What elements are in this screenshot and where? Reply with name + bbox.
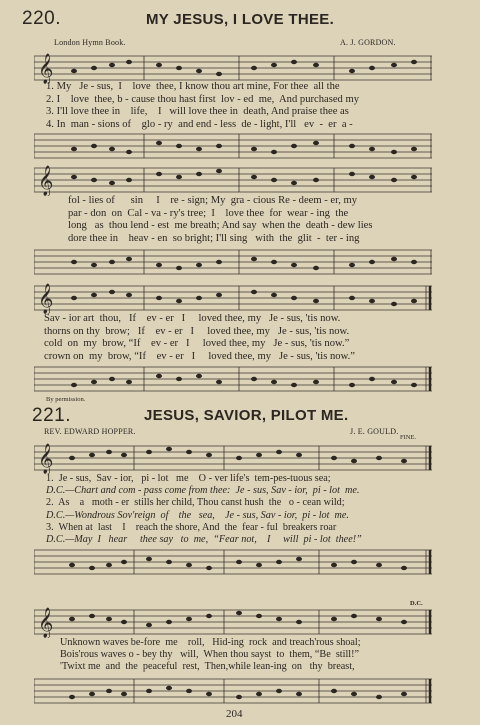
lyric-line: 3. When at last I reach the shore, And the fear - ful breakers roar — [46, 521, 337, 533]
hymn-221-author: REV. EDWARD HOPPER. — [44, 427, 136, 436]
staff-lines — [34, 546, 432, 576]
lyric-line: 4. In man - sions of glo - ry and end - less de - light, I'll ev - er a - — [46, 118, 353, 130]
lyric-line: cold on my brow, “If ev - er I loved thee, my Je - sus, 'tis now.” — [44, 338, 350, 349]
svg-text:𝄞: 𝄞 — [38, 166, 54, 196]
hymn-221-title: JESUS, SAVIOR, PILOT ME. — [144, 407, 349, 424]
lyric-line: fol - lies of sin I re - sign; My gra - cious Re - deem - er, my — [68, 195, 358, 206]
treble-staff-2 — [34, 162, 432, 196]
staff-lines — [34, 280, 432, 314]
hymn-220-lyrics-3 — [44, 313, 355, 363]
svg-text:𝄞: 𝄞 — [38, 608, 54, 638]
hymn-220-source: London Hymn Book. — [54, 38, 126, 47]
staff-lines — [34, 246, 432, 276]
lyric-line: dore thee in heav - en so bright; I'll sing with the glit - ter - ing — [68, 232, 360, 244]
bass-staff-5 — [34, 675, 432, 705]
treble-staff-1 — [34, 50, 432, 84]
page-number: 204 — [226, 708, 243, 720]
bass-staff-1 — [34, 130, 432, 160]
lyric-line: Sav - ior art thou, If ev - er I loved thee, my Je - sus, 'tis now. — [44, 313, 341, 324]
lyric-line: par - don on Cal - va - ry's tree; I love thee for wear - ing the — [68, 207, 349, 219]
treble-staff-4 — [34, 440, 432, 474]
lyric-line: 3. I'll love thee in life, I will love thee in death, And praise thee as — [46, 106, 349, 117]
hymn-220-lyrics-1 — [46, 81, 359, 131]
hymn-221-composer: J. E. GOULD. — [350, 427, 399, 436]
lyric-line: thorns on thy brow; If ev - er I loved thee, my Je - sus, 'tis now. — [44, 325, 350, 337]
lyric-line: Bois'rous waves o - bey thy will, When thou sayst to them, “Be still!” — [60, 649, 360, 661]
staff-lines — [34, 162, 432, 196]
staff-lines — [34, 130, 432, 160]
fine-marking: FINE. — [400, 434, 417, 441]
hymn-221-lyrics-2 — [60, 637, 361, 674]
lyric-line: Unknown waves be-fore me roll, Hid-ing rock and treach'rous shoal; — [60, 637, 361, 648]
svg-text:𝄞: 𝄞 — [38, 284, 54, 314]
lyric-line: 2. As a moth - er stills her child, Thou canst hush the o - cean wild; — [46, 497, 345, 509]
bass-staff-2 — [34, 246, 432, 276]
staff-lines — [34, 440, 432, 474]
svg-text:𝄞: 𝄞 — [38, 444, 54, 474]
hymn-221-number: 221. — [32, 405, 71, 426]
lyric-line: 1. Je - sus, Sav - ior, pi - lot me O - ver life's tem-pes-tuous sea; — [46, 473, 331, 484]
lyric-line: D.C.—Chart and com - pass come from thee: Je - sus, Sav - ior, pi - lot me. — [46, 485, 360, 497]
lyric-line: crown on my brow, “If ev - er I loved thee, my Je - sus, 'tis now.” — [44, 350, 355, 362]
staff-lines — [34, 50, 432, 84]
lyric-line: 1. My Je - sus, I love thee, I know thou art mine, For thee all the — [46, 81, 340, 92]
lyric-line: long as thou lend - est me breath; And say when the death - dew lies — [68, 220, 373, 231]
svg-text:𝄞: 𝄞 — [38, 54, 54, 84]
lyric-line: D.C.—Wondrous Sov'reign of the sea, Je - sus, Sav - ior, pi - lot me. — [46, 509, 349, 521]
hymn-220-number: 220. — [22, 8, 61, 29]
hymn-220-title: MY JESUS, I LOVE THEE. — [146, 11, 335, 28]
staff-lines — [34, 604, 432, 638]
lyric-line: 2. I love thee, b - cause thou hast first lov - ed me, And purchased my — [46, 93, 360, 105]
treble-staff-3 — [34, 280, 432, 314]
hymn-221-lyrics-1 — [46, 473, 362, 546]
treble-staff-5 — [34, 604, 432, 638]
lyric-line: D.C.—May I hear thee say to me, “Fear not, I will pi - lot thee!” — [46, 534, 362, 546]
staff-lines — [34, 363, 432, 393]
staff-lines — [34, 675, 432, 705]
permission-note: By permission. — [46, 396, 86, 403]
hymn-220-composer: A. J. GORDON. — [340, 38, 396, 47]
lyric-line: 'Twixt me and the peaceful rest, Then,while lean-ing on thy breast, — [60, 661, 355, 673]
dc-marking: D.C. — [410, 600, 423, 607]
bass-staff-4 — [34, 546, 432, 576]
hymn-220-lyrics-2 — [68, 195, 373, 245]
bass-staff-3 — [34, 363, 432, 393]
